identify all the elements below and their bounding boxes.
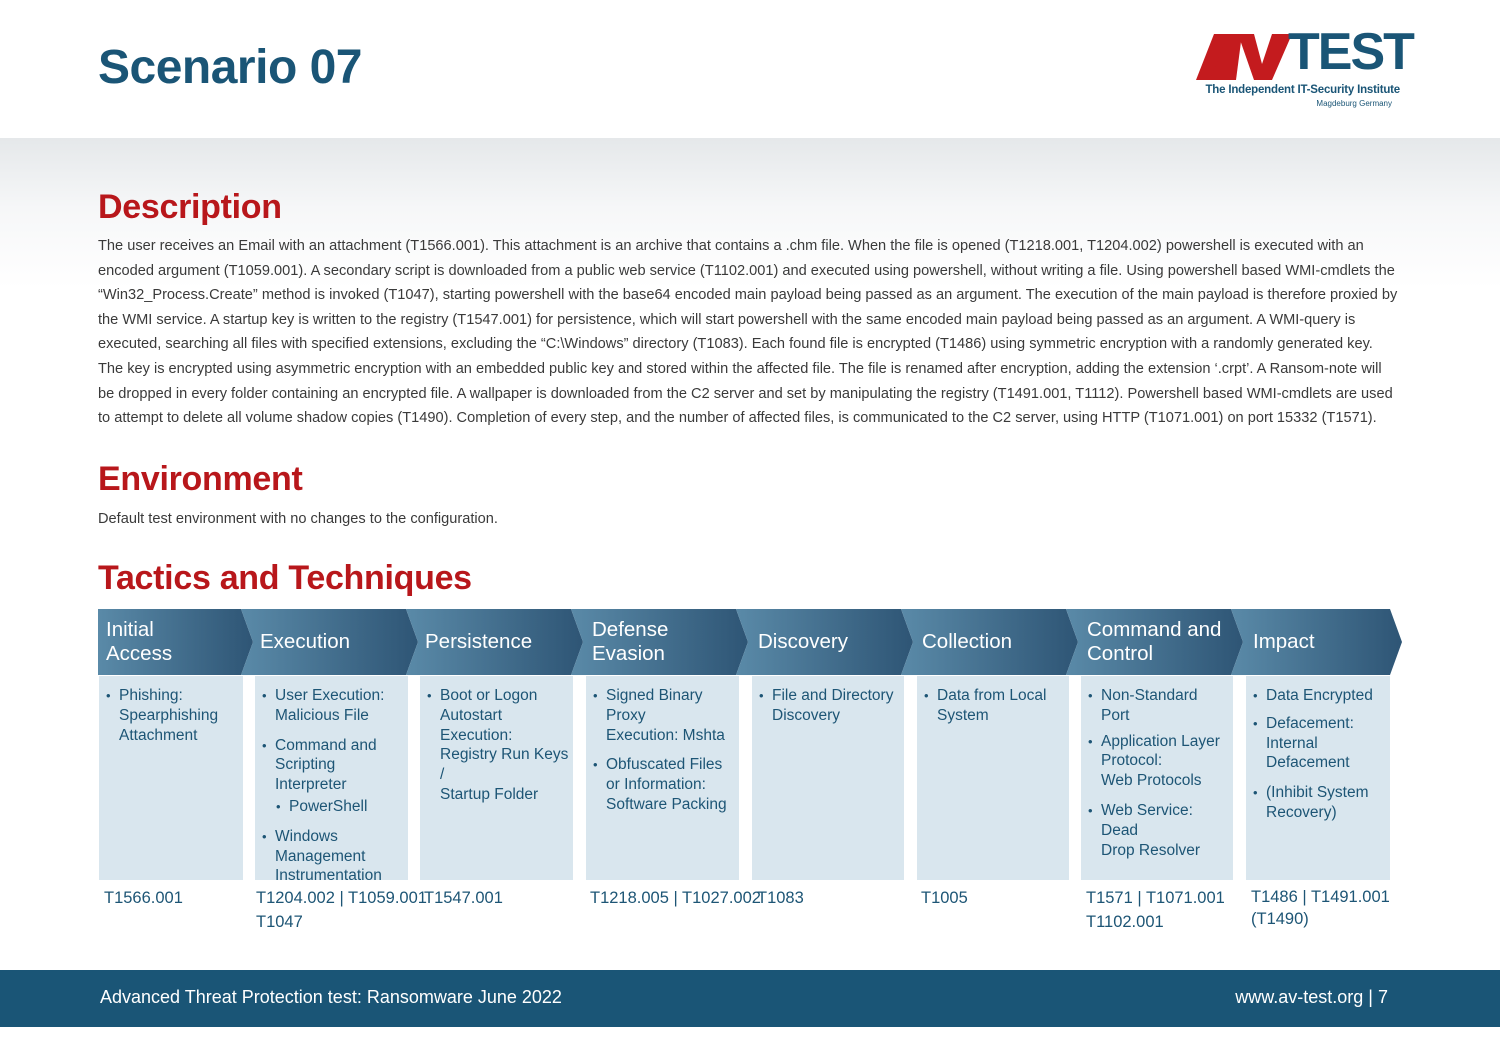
technique-ids-persistence: T1547.001 [424, 889, 503, 907]
technique-ids-execution: T1204.002 | T1059.001 T1047 [256, 889, 427, 931]
techniques-initial-access [99, 676, 243, 880]
environment-heading: Environment [98, 460, 303, 498]
technique-item: • Web Service: Dead Drop Resolver [1087, 801, 1229, 860]
tactic-persistence [406, 609, 583, 675]
tactic-defense-evasion [571, 609, 748, 675]
logo-location: Magdeburg Germany [1316, 99, 1392, 108]
technique-item: • Data from Local System [923, 686, 1065, 726]
techniques-persistence [420, 676, 573, 880]
description-text: The user receives an Email with an attachment (T1566.001). This attachment is an archive that contains a .chm file. When the file is opened (T1218.001, T1204.002) powershell is executed with an encoded argument (T1059.001). A secondary script is downloaded from a public web service (T1102.001) and executed using powershell, without writing a file. Using powershell based WMI-cmdlets the “Win32_Process.Create” method is invoked (T1047), starting powershell with the base64 encoded main payload being passed as an argument. The execution of the main payload is therefore proxied by the WMI service. A startup key is written to the registry (T1547.001) for persistence, which will start powershell with the same encoded main payload being passed as an argument. A WMI-query is executed, searching all files with specified extensions, excluding the “C:\Windows” directory (T1083). Each found file is encrypted (T1486) using symmetric encryption with a randomly generated key. The key is encrypted using asymmetric encryption with an embedded public key and stored within the affected file. The file is renamed after encryption, adding the extension ‘.crpt’. A Ransom-note will be dropped in every folder containing an encrypted file. A wallpaper is downloaded from the C2 server and set by manipulating the registry (T1491.001, T1112). Powershell based WMI-cmdlets are used to attempt to delete all volume shadow copies (T1490). Completion of every step, and the number of affected files, is communicated to the C2 server, using HTTP (T1071.001) on port 15332 (T1571). [98, 238, 1398, 427]
tactics-heading: Tactics and Techniques [98, 559, 472, 597]
page-title: Scenario 07 [98, 41, 362, 94]
technique-ids-collection: T1005 [921, 889, 968, 907]
technique-item: • File and Directory Discovery [758, 686, 900, 726]
tactic-label: Command and Control [1087, 618, 1222, 665]
techniques-impact [1246, 676, 1390, 880]
technique-item: • Phishing: Spearphishing Attachment [105, 686, 239, 745]
technique-item: • Command and Scripting Interpreter [261, 736, 404, 795]
tactic-label: Execution [260, 630, 351, 653]
tactic-label: Defense Evasion [592, 618, 669, 665]
technique-item: • (Inhibit System Recovery) [1252, 783, 1386, 823]
av-test-logo [1196, 23, 1413, 112]
technique-item: • Defacement: Internal Defacement [1252, 714, 1386, 773]
tactic-discovery [736, 609, 913, 675]
technique-ids-defense-evasion: T1218.005 | T1027.002 [590, 889, 761, 907]
header [0, 0, 1500, 138]
tactic-collection [901, 609, 1078, 675]
logo-wordmark: TEST [1288, 23, 1413, 81]
tactics-header-row [98, 609, 1402, 675]
technique-item: • Signed Binary Proxy Execution: Mshta [592, 686, 735, 745]
technique-ids-discovery: T1083 [757, 889, 804, 907]
tactic-label: Collection [922, 630, 1013, 653]
technique-item: • Obfuscated Files or Information: Software Packing [592, 755, 735, 814]
tactic-execution [241, 609, 418, 675]
technique-ids-command-and-control: T1571 | T1071.001 T1102.001 [1086, 889, 1225, 931]
av-logo-mark-icon [1196, 30, 1296, 80]
tactic-label: Initial Access [106, 618, 173, 665]
technique-item: • Boot or Logon Autostart Execution: Registry Run Keys / Startup Folder [426, 686, 569, 805]
tactic-label: Impact [1253, 630, 1315, 653]
techniques-command-and-control [1081, 676, 1233, 880]
tactic-initial-access [98, 609, 253, 675]
techniques-execution [255, 676, 408, 885]
description-heading: Description [98, 188, 282, 226]
footer-url-page: www.av-test.org | 7 [1235, 987, 1388, 1007]
technique-subitem: • PowerShell [261, 797, 404, 817]
technique-item: • User Execution: Malicious File [261, 686, 404, 726]
technique-item: • Windows Management Instrumentation [261, 827, 404, 886]
tactic-label: Persistence [425, 630, 533, 653]
techniques-discovery [752, 676, 904, 880]
tactic-label: Discovery [758, 630, 848, 653]
technique-item: • Data Encrypted [1252, 686, 1386, 706]
logo-tagline: The Independent IT-Security Institute [1205, 84, 1400, 96]
environment-text: Default test environment with no changes to the configuration. [98, 511, 498, 527]
tactic-impact [1231, 609, 1402, 675]
techniques-collection [917, 676, 1069, 880]
tactic-command-and-control [1066, 609, 1243, 675]
footer-report-title: Advanced Threat Protection test: Ransomware June 2022 [100, 987, 562, 1007]
technique-item: • Non-Standard Port [1087, 686, 1229, 726]
techniques-defense-evasion [586, 676, 739, 880]
technique-ids-impact: T1486 | T1491.001 (T1490) [1251, 888, 1390, 928]
technique-item: • Application Layer Protocol: Web Protocols [1087, 732, 1229, 791]
technique-ids-initial-access: T1566.001 [104, 889, 183, 907]
footer [0, 970, 1500, 1027]
